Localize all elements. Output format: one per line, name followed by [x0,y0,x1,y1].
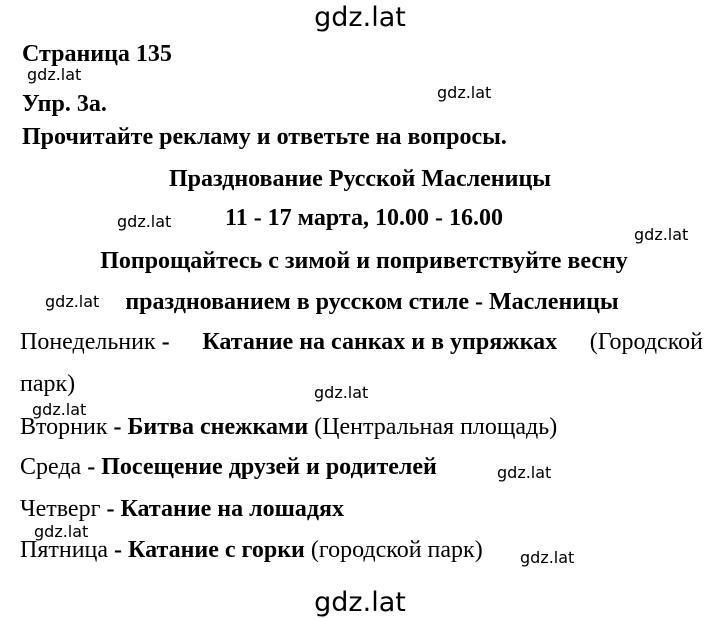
schedule-day: Вторник [20,414,108,440]
ad-dates: 11 - 17 марта, 10.00 - 16.00 [225,205,503,231]
watermark-top: gdz.lat [314,2,406,33]
schedule-day: Пятница [20,537,109,563]
schedule-place: парк) [20,371,76,397]
schedule-place: (городской парк) [304,537,483,563]
watermark: gdz.lat [27,65,82,84]
schedule-row-friday [20,537,483,564]
watermark: gdz.lat [32,400,87,419]
schedule-activity: Катание на лошадях [120,496,344,522]
schedule-activity: Катание с горки [128,537,305,563]
schedule-sep: - [155,329,176,355]
schedule-sep: - [108,537,129,563]
schedule-sep: - [81,454,102,480]
instruction: Прочитайте рекламу и ответьте на вопросы. [22,124,507,150]
schedule-row-thursday [20,496,344,523]
ad-title: Празднование Русской Масленицы [168,166,552,192]
schedule-activity: Битва снежками [127,414,309,440]
watermark-bottom: gdz.lat [314,587,406,618]
watermark: gdz.lat [45,292,100,311]
watermark: gdz.lat [314,383,369,402]
schedule-sep: - [100,496,121,522]
watermark: gdz.lat [634,225,689,244]
schedule-row-monday-cont [20,371,75,398]
schedule-activity: Катание на санках и в упряжках [202,329,558,355]
schedule-row-wednesday [20,454,437,481]
schedule-activity: Посещение друзей и родителей [101,454,437,480]
watermark: gdz.lat [437,83,492,102]
schedule-day: Среда [20,454,82,480]
schedule-sep: - [107,414,128,440]
exercise-label: Упр. 3а. [22,91,107,117]
watermark: gdz.lat [34,522,89,541]
page-label: Страница 135 [22,41,172,67]
schedule-day: Понедельник [20,329,156,355]
watermark: gdz.lat [117,212,172,231]
schedule-place: (Центральная площадь) [308,414,558,440]
schedule-place: (Городской [583,329,703,355]
schedule-row-monday [20,329,703,356]
ad-slogan-line2: празднованием в русском стиле - Масленицы [125,289,619,315]
ad-slogan-line1: Попрощайтесь с зимой и поприветствуйте весну [100,248,628,274]
schedule-row-tuesday [20,414,557,441]
watermark: gdz.lat [497,463,552,482]
watermark: gdz.lat [520,548,575,567]
schedule-day: Четверг [20,496,101,522]
